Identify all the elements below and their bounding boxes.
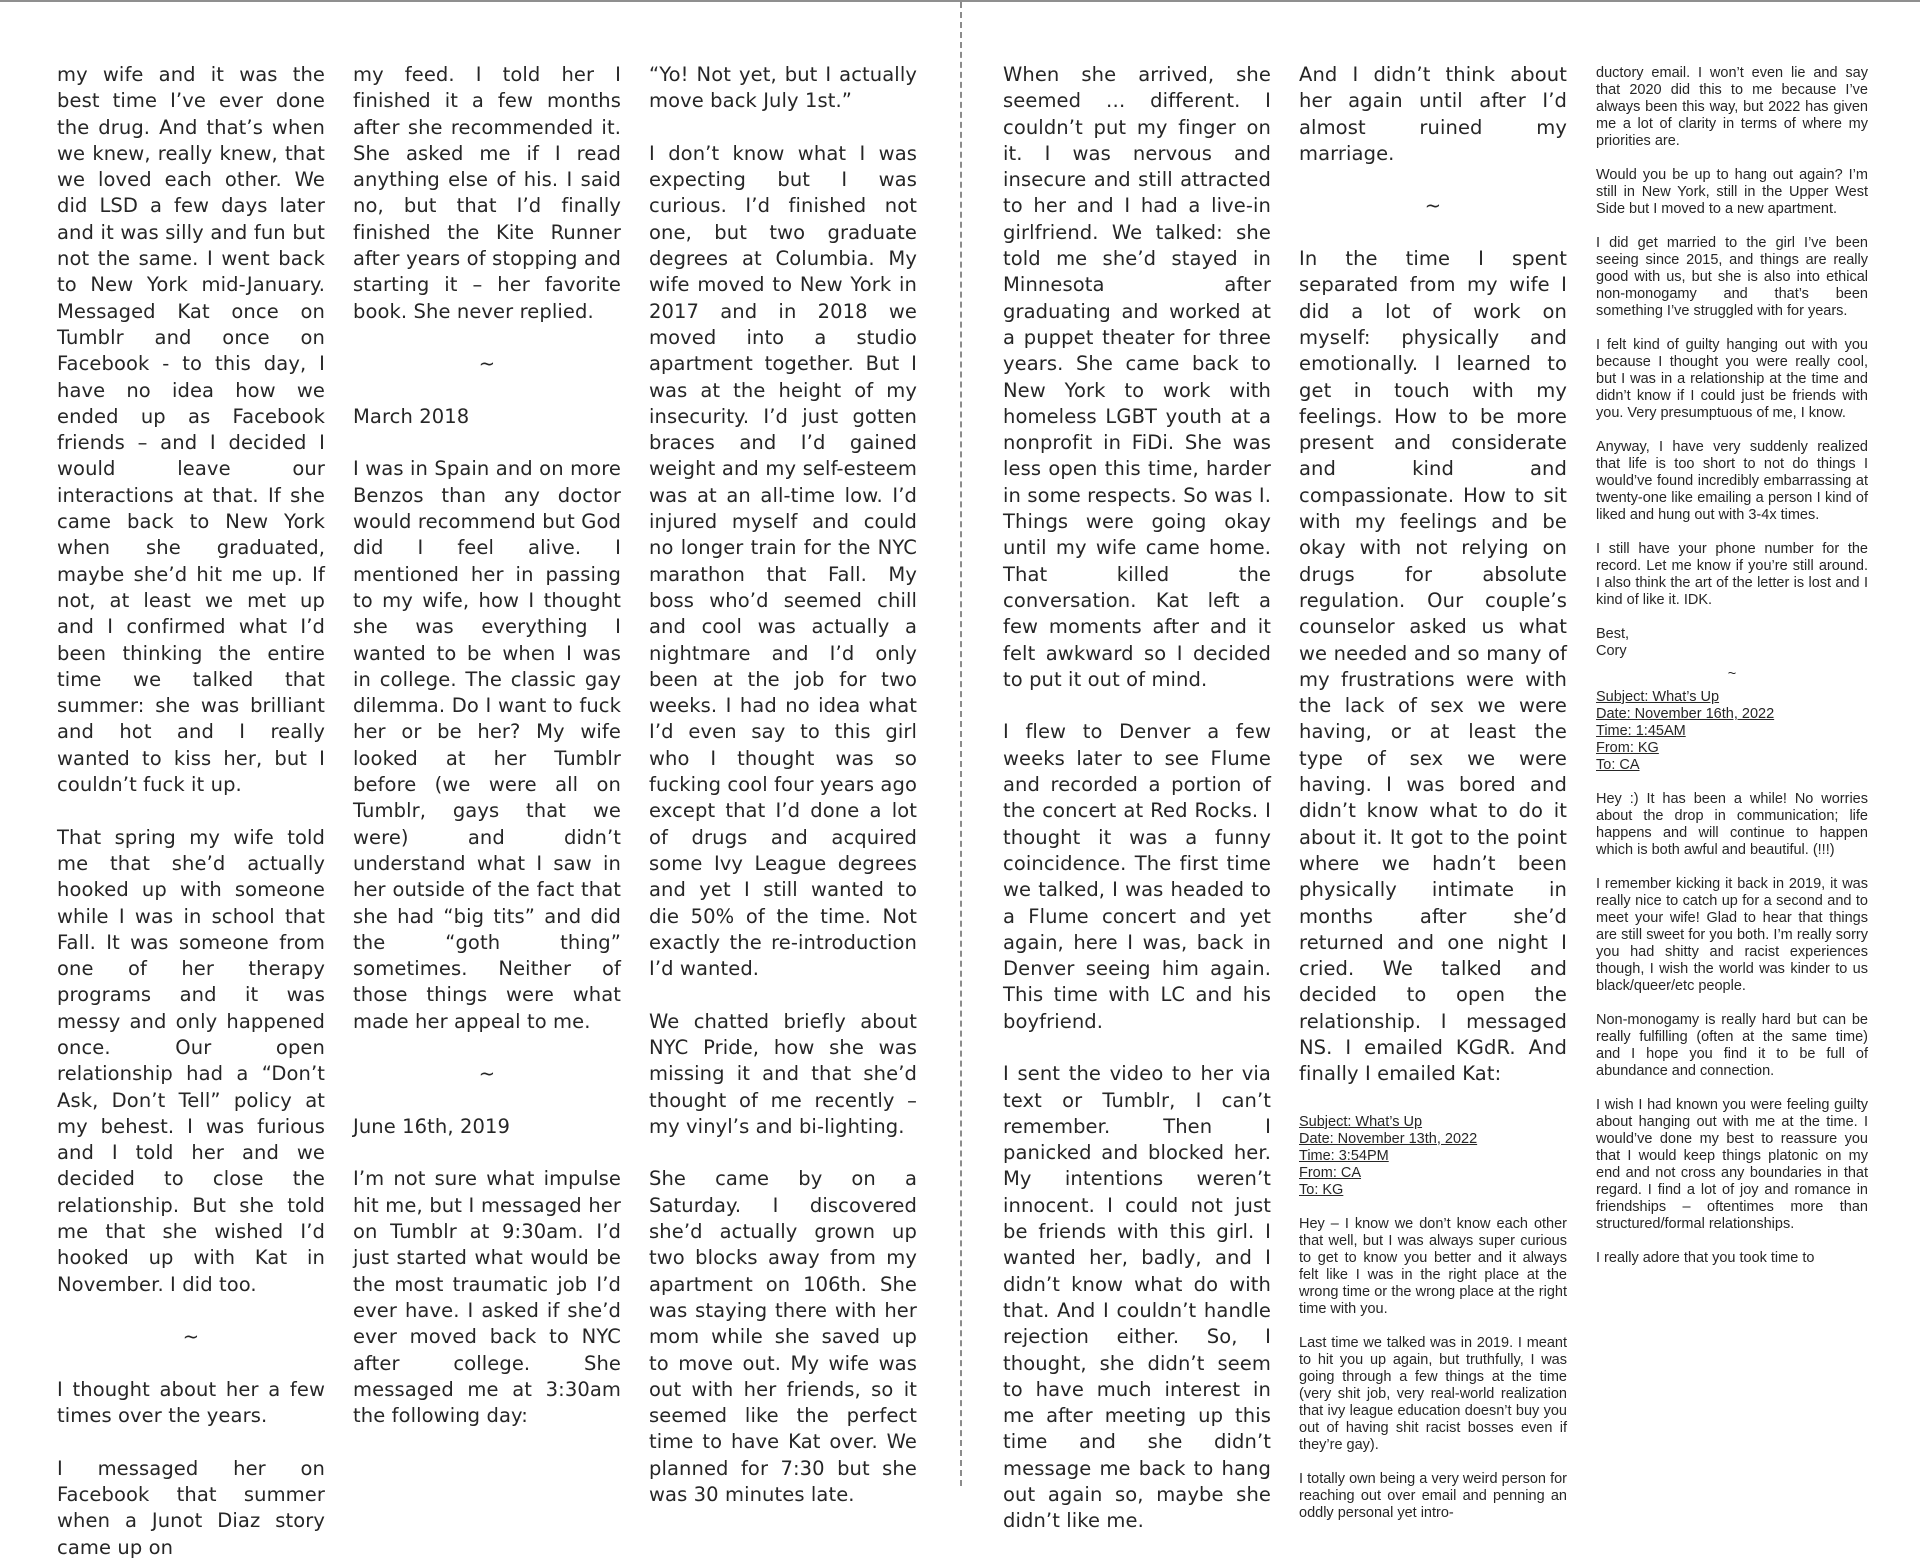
paragraph: I messaged her on Facebook that summer when a Junot Diaz story came up on (57, 1456, 325, 1559)
page-gutter-divider (960, 2, 962, 1486)
email-header (1596, 689, 1868, 774)
reply-paragraph: I really adore that you took time to (1596, 1250, 1815, 1266)
email-paragraph: ductory email. I won’t even lie and say that 2020 did this to me because I’ve always been this way, but 2022 has given me a lot of clarity in terms of where my priorities are. (1596, 65, 1868, 149)
paragraph: And I didn’t think about her again until after I’d almost ruined my marriage. (1299, 63, 1567, 165)
email-paragraph: I felt kind of guilty hanging out with you because I thought you were really cool, but I was in a relationship at the time and didn’t know if I could just be friends with you. Very presumptuous of me, I know. (1596, 337, 1868, 421)
email-header (1299, 1114, 1567, 1199)
section-separator: ~ (478, 352, 496, 376)
section-separator: ~ (182, 1325, 200, 1349)
email-paragraph: Anyway, I have very suddenly realized that life is too short to not do things I would’ve found incredibly embarrassing at twenty-one like emailing a person I kind of liked and hung out with 3-4x times. (1596, 439, 1868, 523)
date-heading: June 16th, 2019 (353, 1114, 511, 1138)
email-to: To: KG (1299, 1181, 1344, 1198)
email-subject: Subject: What’s Up (1299, 1113, 1423, 1130)
column-1 (57, 62, 325, 1561)
reply-paragraph: Non-monogamy is really hard but can be really fulfilling (often at the same time) and I hope you find it to be full of abundance and connection. (1596, 1012, 1868, 1079)
paragraph: I thought about her a few times over the years. (57, 1377, 325, 1428)
paragraph: I was in Spain and on more Benzos than any doctor would recommend but God did I feel alive. I mentioned her in passing to my wife, how I thought she was everything I wanted to be when I was in college. The classic gay dilemma. Do I want to fuck her or be her? My wife looked at her Tumblr before (we were all on Tumblr, gays that we were) and didn’t understand what I saw in her outside of the fact that she had “big tits” and did the “goth thing” sometimes. Neither of those things were what made her appeal to me. (353, 457, 621, 1033)
paragraph: I don’t know what I was expecting but I was curious. I’d finished not one, but two graduate degrees at Columbia. My wife moved to New York in 2017 and in 2018 we moved into a studio apartment together. But I was at the height of my insecurity. I’d just gotten braces and I’d gained weight and my self-esteem was at an all-time low. I’d injured myself and could no longer train for the NYC marathon that Fall. My boss who’d seemed chill and cool was actually a nightmare and I’d only been at the job for two weeks. I had no idea what I’d even say to this girl who I thought was so fucking cool four years ago except that I’d done a lot of drugs and acquired some Ivy League degrees and yet I still wanted to die 50% of the time. Not exactly the re-introduction I’d wanted. (649, 141, 917, 981)
email-paragraph: Hey – I know we don’t know each other that well, but I was always super curious to get to know you better and it always felt like I was in the right place at the wrong time or the wrong place at the right time with you. (1299, 1215, 1567, 1317)
reply-paragraph: Hey :) It has been a while! No worries about the drop in communication; life happens and will continue to happen which is both awful and beautiful. (!!!) (1596, 791, 1868, 858)
email-subject: Subject: What’s Up (1596, 689, 1720, 705)
email-to: To: CA (1596, 757, 1640, 773)
reply-paragraph: I wish I had known you were feeling guilty about hanging out with me at the time. I would’ve done my best to reassure you that I would keep things platonic on my end and not cross any boundaries in that regard. I find a lot of joy and romance in friendships – oftentimes more than structured/formal relationships. (1596, 1097, 1868, 1232)
email-block (1299, 1114, 1567, 1522)
email-paragraph: I totally own being a very weird person for reaching out over email and penning an oddly personal yet intro- (1299, 1470, 1567, 1521)
section-separator: ~ (1727, 666, 1737, 682)
paragraph: She came by on a Saturday. I discovered she’d actually grown up two blocks away from my apartment on 106th. She was staying there with her mom while she saved up to move out. My wife was out with her friends, so it seemed like the perfect time to have Kat over. We planned for 7:30 but she was 30 minutes late. (649, 1167, 917, 1507)
email-date: Date: November 16th, 2022 (1596, 706, 1775, 722)
signature-name: Cory (1596, 643, 1627, 659)
column-2 (353, 62, 621, 1429)
column-6 (1596, 65, 1868, 1267)
paragraph: In the time I spent separated from my wife I did a lot of work on myself: physically and emotionally. I learned to get in touch with my feelings. How to be more present and considerate and kind and compassionate. How to sit with my feelings and be okay with not relying on drugs for absolute regulation. Our couple’s counselor asked us what we needed and so many of my frustrations were with the lack of sex we were having, or at least the type of sex we were having. I was bored and didn’t know what to do it about it. It got to the point where we hadn’t been physically intimate in months after she’d returned and one night I cried. We talked and decided to open the relationship. I messaged NS. I emailed KGdR. And finally I emailed Kat: (1299, 247, 1567, 1086)
paragraph: I sent the video to her via text or Tumblr, I can’t remember. Then I panicked and blocked her. My intentions weren’t innocent. I could not just be friends with this girl. I wanted her, badly, and I didn’t know what do with that. And I couldn’t handle rejection either. So, I thought, she didn’t seem to have much interest in me after meeting up this time and she didn’t message me back to hang out again so, maybe she didn’t like me. (1003, 1062, 1271, 1533)
email-paragraph: I did get married to the girl I’ve been seeing since 2015, and things are really good with us, but she is also into ethical non-monogamy and that’s been something I’ve struggled with for years. (1596, 235, 1868, 319)
paragraph: I’m not sure what impulse hit me, but I messaged her on Tumblr at 9:30am. I’d just started what would be the most traumatic job I’d ever have. I asked if she’d ever moved back to NYC after college. She messaged me at 3:30am the following day: (353, 1167, 621, 1428)
paragraph: That spring my wife told me that she’d actually hooked up with someone while I was in school that Fall. It was someone from one of her therapy programs and it was messy and only happened once. Our open relationship had a “Don’t Ask, Don’t Tell” policy at my behest. I was furious and I told her and we decided to close the relationship. But she told me that she wished I’d hooked up with Kat in November. I did too. (57, 825, 325, 1296)
paragraph: When she arrived, she seemed … different. I couldn’t put my finger on it. I was nervous and insecure and still attracted to her and I had a live-in girlfriend. We talked: she told me she’d stayed in Minnesota after graduating and worked at a puppet theater for three years. She came back to New York to work with homeless LGBT youth at a nonprofit in FiDi. She was less open this time, harder in some respects. So was I. Things were going okay until my wife came home. That killed the conversation. Kat left a few moments after and it felt awkward so I decided to put it out of mind. (1003, 63, 1271, 691)
column-4 (1003, 62, 1271, 1535)
email-signoff (1596, 626, 1868, 660)
section-separator: ~ (1424, 194, 1442, 218)
email-time: Time: 1:45AM (1596, 723, 1686, 739)
paragraph: We chatted briefly about NYC Pride, how she was missing it and that she’d thought of me recently – my vinyl’s and bi-lighting. (649, 1009, 917, 1138)
email-time: Time: 3:54PM (1299, 1147, 1389, 1164)
section-separator: ~ (478, 1062, 496, 1086)
paragraph: my wife and it was the best time I’ve ever done the drug. And that’s when we knew, really knew, that we loved each other. We did LSD a few days later and it was silly and fun but not the same. I went back to New York mid-January. Messaged Kat once on Tumblr and once on Facebook - to this day, I have no idea how we ended up as Facebook friends – and I decided I would leave our interactions at that. If she came back to New York when she graduated, maybe she’d hit me up. If not, at least we met up and I confirmed what I’d been thinking the entire time we talked that summer: she was brilliant and hot and I really wanted to kiss her, but I couldn’t fuck it up. (57, 63, 325, 797)
reply-paragraph: I remember kicking it back in 2019, it was really nice to catch up for a second and to meet your wife! Glad to hear that things are still sweet for you both. I’m really sorry you had shitty and racist experiences though, I wish the world was kinder to us black/queer/etc people. (1596, 876, 1868, 994)
signoff-text: Best, (1596, 626, 1630, 642)
email-paragraph: I still have your phone number for the record. Let me know if you’re still around. I also think the art of the letter is lost and I kind of like it. IDK. (1596, 541, 1868, 608)
email-paragraph: Last time we talked was in 2019. I meant to hit you up again, but truthfully, I was going through a few things at the time (very shit job, very real-world realization that ivy league education doesn’t buy you out of having shit racist bosses even if they’re gay). (1299, 1334, 1567, 1453)
paragraph: I flew to Denver a few weeks later to see Flume and recorded a portion of the concert at Red Rocks. I thought it was a funny coincidence. The first time we talked, I was headed to a Flume concert and yet again, here I was, back in Denver seeing him again. This time with LC and his boyfriend. (1003, 720, 1271, 1033)
column-5 (1299, 62, 1567, 1522)
email-from: From: CA (1299, 1164, 1362, 1181)
email-from: From: KG (1596, 740, 1659, 756)
paragraph: my feed. I told her I finished it a few months after she recommended it. She asked me if I read anything else of his. I said no, but that I’d finally finished the Kite Runner after years of stopping and starting it – her favorite book. She never replied. (353, 63, 621, 323)
paragraph: “Yo! Not yet, but I actually move back July 1st.” (649, 63, 917, 113)
email-paragraph: Would you be up to hang out again? I’m still in New York, still in the Upper West Side but I moved to a new apartment. (1596, 167, 1868, 217)
email-date: Date: November 13th, 2022 (1299, 1130, 1478, 1147)
column-3 (649, 62, 917, 1508)
date-heading: March 2018 (353, 404, 470, 428)
